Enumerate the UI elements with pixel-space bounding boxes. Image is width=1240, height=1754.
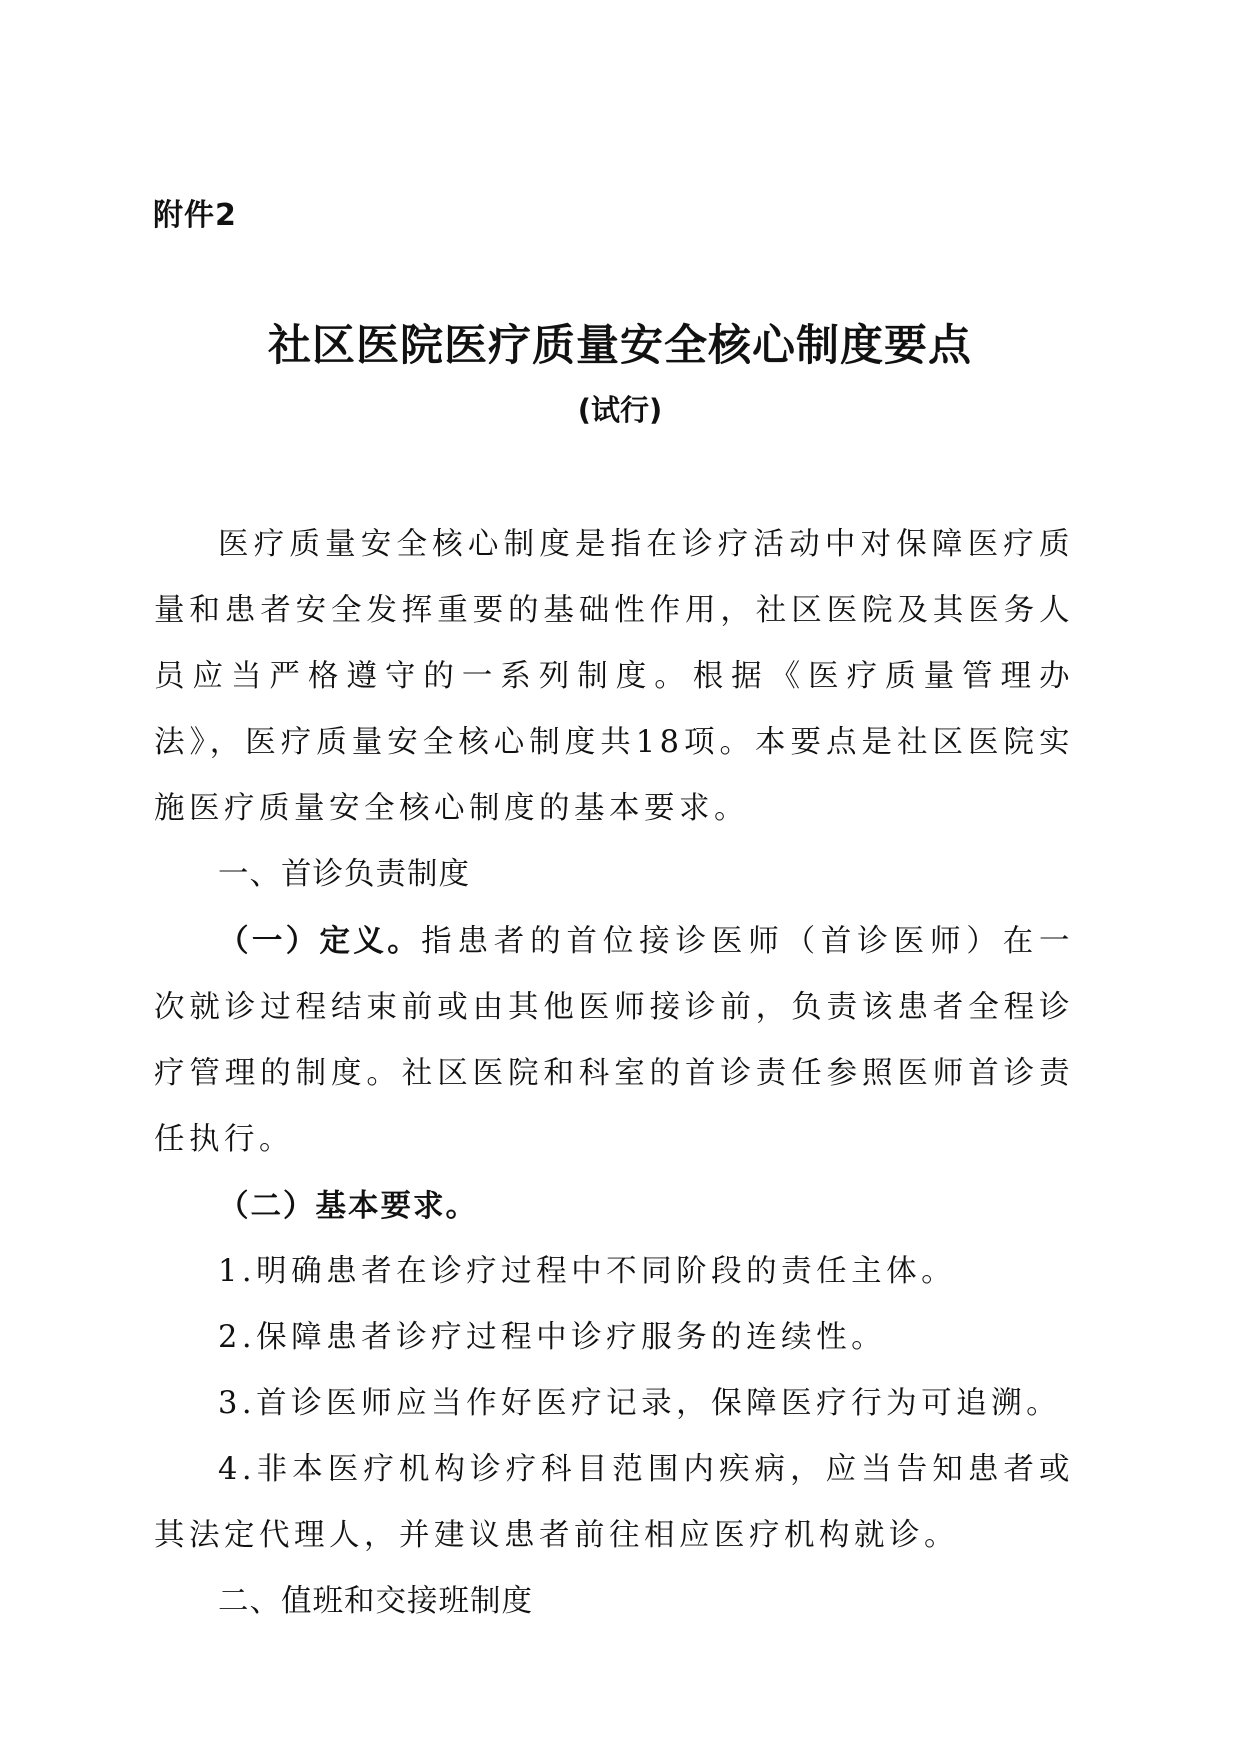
section-heading-1: 一、首诊负责制度 (218, 857, 470, 892)
document-body (154, 512, 1074, 1635)
section-heading-2: 二、值班和交接班制度 (218, 1584, 533, 1619)
requirement-item-2: 2.保障患者诊疗过程中诊疗服务的连续性。 (218, 1320, 887, 1355)
attachment-label: 附件2 (153, 198, 237, 233)
requirements-label: （二）基本要求。 (218, 1188, 478, 1224)
definition-paragraph (154, 908, 1074, 1173)
document-subtitle: (试行) (577, 393, 663, 427)
definition-label: （一）定义。 (218, 923, 422, 959)
intro-paragraph: 医疗质量安全核心制度是指在诊疗活动中对保障医疗质量和患者安全发挥重要的基础性作用，社区医院及其医务人员应当严格遵守的一系列制度。根据《医疗质量管理办法》，医疗质量安全核心制度共18项。本要点是社区医院实施医疗质量安全核心制度的基本要求。 (154, 527, 1074, 826)
requirement-item-3: 3.首诊医师应当作好医疗记录，保障医疗行为可追溯。 (218, 1386, 1062, 1421)
document-title: 社区医院医疗质量安全核心制度要点 (268, 321, 972, 371)
definition-text: 指患者的首位接诊医师（首诊医师）在一次就诊过程结束前或由其他医师接诊前，负责该患者全程诊疗管理的制度。社区医院和科室的首诊责任参照医师首诊责任执行。 (154, 924, 1075, 1157)
requirement-item-1: 1.明确患者在诊疗过程中不同阶段的责任主体。 (218, 1254, 957, 1289)
requirement-item-4: 4.非本医疗机构诊疗科目范围内疾病，应当告知患者或其法定代理人，并建议患者前往相应医疗机构就诊。 (154, 1452, 1074, 1553)
